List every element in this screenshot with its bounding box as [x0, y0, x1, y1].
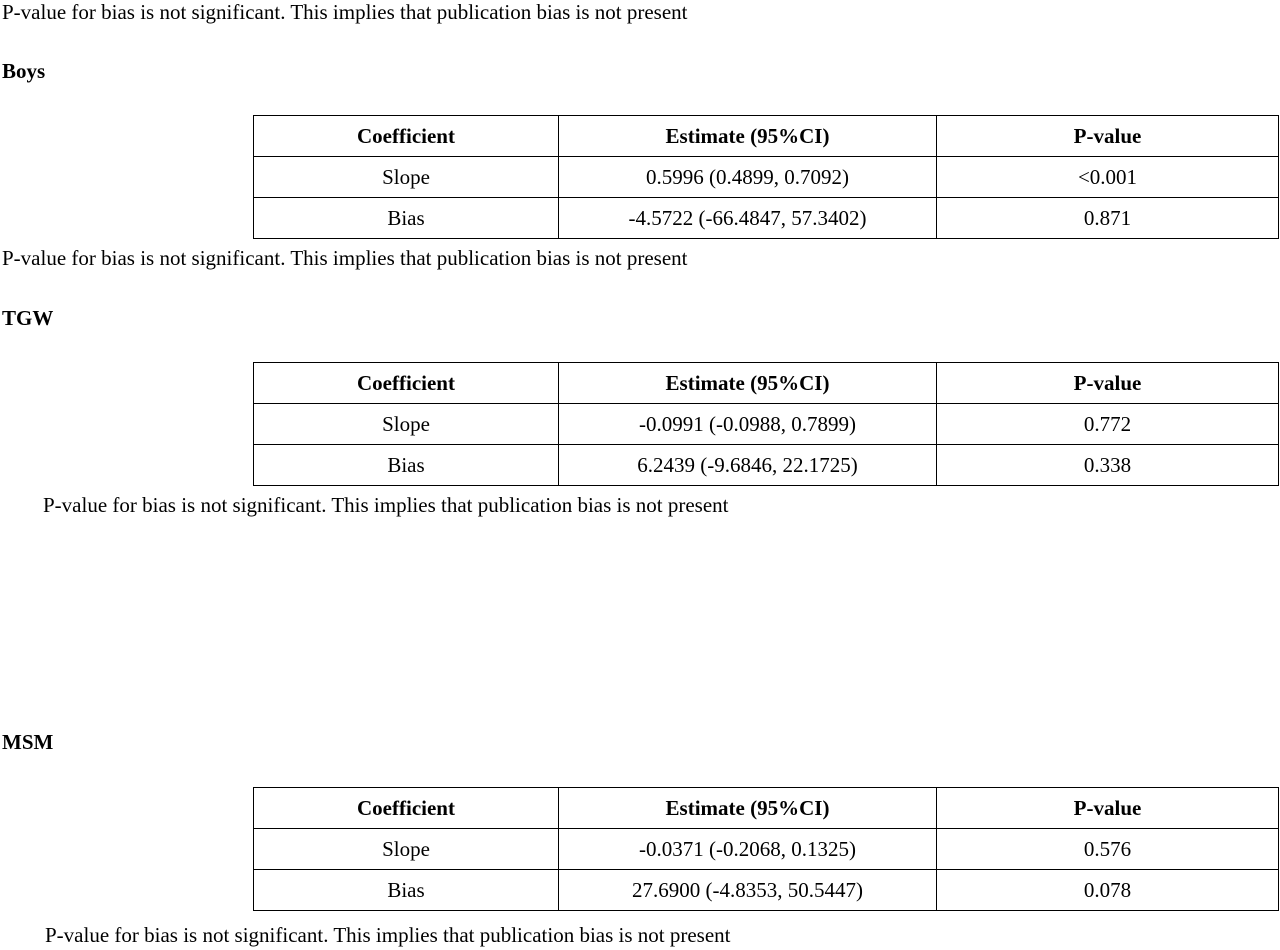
header-pvalue: P-value: [937, 363, 1279, 404]
header-coefficient: Coefficient: [254, 788, 559, 829]
cell-estimate: 0.5996 (0.4899, 0.7092): [559, 157, 937, 198]
msm-note: P-value for bias is not significant. This implies that publication bias is not present: [45, 923, 731, 947]
table-row: [254, 829, 1279, 870]
cell-coefficient: Slope: [254, 829, 559, 870]
tgw-note: P-value for bias is not significant. This implies that publication bias is not present: [43, 493, 729, 517]
header-pvalue: P-value: [937, 116, 1279, 157]
table-header-row: [254, 363, 1279, 404]
cell-pvalue: 0.338: [937, 445, 1279, 486]
msm-table: [253, 787, 1279, 911]
cell-pvalue: 0.078: [937, 870, 1279, 911]
intro-note: P-value for bias is not significant. This implies that publication bias is not present: [2, 0, 688, 24]
cell-estimate: -4.5722 (-66.4847, 57.3402): [559, 198, 937, 239]
section-title-tgw: TGW: [2, 306, 54, 330]
cell-pvalue: 0.576: [937, 829, 1279, 870]
cell-pvalue: <0.001: [937, 157, 1279, 198]
boys-table: [253, 115, 1279, 239]
tgw-table: [253, 362, 1279, 486]
cell-coefficient: Slope: [254, 157, 559, 198]
section-title-boys: Boys: [2, 59, 46, 83]
table-row: [254, 198, 1279, 239]
header-estimate: Estimate (95%CI): [559, 788, 937, 829]
cell-estimate: 27.6900 (-4.8353, 50.5447): [559, 870, 937, 911]
header-coefficient: Coefficient: [254, 363, 559, 404]
cell-coefficient: Bias: [254, 870, 559, 911]
header-pvalue: P-value: [937, 788, 1279, 829]
table-row: [254, 404, 1279, 445]
cell-estimate: -0.0991 (-0.0988, 0.7899): [559, 404, 937, 445]
cell-coefficient: Bias: [254, 445, 559, 486]
table-row: [254, 157, 1279, 198]
cell-pvalue: 0.772: [937, 404, 1279, 445]
boys-note: P-value for bias is not significant. This implies that publication bias is not present: [2, 246, 688, 270]
cell-coefficient: Slope: [254, 404, 559, 445]
cell-estimate: -0.0371 (-0.2068, 0.1325): [559, 829, 937, 870]
header-coefficient: Coefficient: [254, 116, 559, 157]
table-row: [254, 870, 1279, 911]
section-title-msm: MSM: [2, 730, 54, 754]
table-header-row: [254, 116, 1279, 157]
cell-pvalue: 0.871: [937, 198, 1279, 239]
table-header-row: [254, 788, 1279, 829]
table-row: [254, 445, 1279, 486]
cell-coefficient: Bias: [254, 198, 559, 239]
header-estimate: Estimate (95%CI): [559, 116, 937, 157]
cell-estimate: 6.2439 (-9.6846, 22.1725): [559, 445, 937, 486]
header-estimate: Estimate (95%CI): [559, 363, 937, 404]
